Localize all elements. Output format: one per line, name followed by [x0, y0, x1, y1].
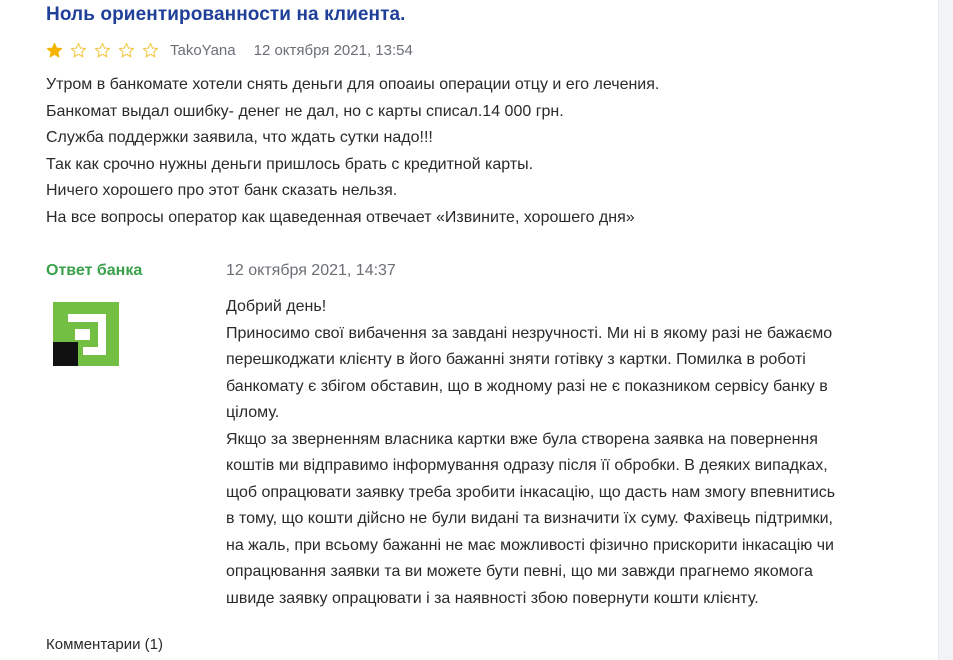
answer-line: банкомату є збігом обставин, що в жодному разі не є показником сервісу банку в: [226, 377, 828, 395]
bank-answer-label: Ответ банка: [46, 262, 143, 279]
review-line: Так как срочно нужны деньги пришлось брать с кредитной карты.: [46, 155, 534, 173]
review-line: На все вопросы оператор как щаведенная отвечает «Извините, хорошего дня»: [46, 208, 635, 226]
review-meta: [46, 40, 413, 60]
answer-line: перешкоджати клієнту в його бажанні зняти готівку з картки. Помилка в роботі: [226, 351, 806, 368]
star-empty-icon: [70, 42, 87, 59]
bank-logo-icon: [53, 302, 119, 366]
answer-line: на жаль, при всьому бажанні не має можливості фізично прискорити інкасацію чи: [226, 536, 834, 554]
review-author[interactable]: TakoYana: [170, 41, 236, 59]
star-empty-icon: [118, 42, 135, 59]
answer-line: коштів ми відправимо інформування одразу після її обробки. В деяких випадках,: [226, 457, 828, 474]
bank-answer-text: [226, 294, 926, 612]
star-filled-icon: [46, 42, 63, 59]
review-line: Утром в банкомате хотели снять деньги для опоаиы операции отцу и его лечения.: [46, 76, 660, 93]
star-empty-icon: [142, 42, 159, 59]
comments-link[interactable]: Комментарии (1): [46, 636, 163, 653]
answer-line: в тому, що кошти дійсно не були видані та визначити їх суму. Фахівець підтримки,: [226, 510, 833, 527]
answer-line: Приносимо свої вибачення за завдані незручності. Ми ні в якому разі не бажаємо: [226, 324, 833, 342]
review-date: 12 октября 2021, 13:54: [253, 41, 413, 59]
answer-line: Добрий день!: [226, 298, 327, 315]
answer-line: щоб опрацювати заявку треба зробити інкасацію, що дасть нам змогу впевнитись: [226, 483, 836, 501]
review-line: Банкомат выдал ошибку- денег не дал, но с карты списал.14 000 грн.: [46, 102, 564, 120]
review-line: Служба поддержки заявила, что ждать сутки надо!!!: [46, 129, 433, 146]
answer-line: Якщо за зверненням власника картки вже була створена заявка на повернення: [226, 430, 818, 448]
bank-answer-date: 12 октября 2021, 14:37: [226, 262, 396, 279]
review-line: Ничего хорошего про этот банк сказать нельзя.: [46, 182, 398, 199]
star-empty-icon: [94, 42, 111, 59]
answer-line: опрацювання заявки та ви можете бути певні, що ми завжди прагнемо якомога: [226, 563, 813, 580]
rating-stars: [46, 42, 166, 59]
answer-line: швиде заявку опрацювати і за наявності збою повернути кошти клієнту.: [226, 589, 759, 607]
review-text: [46, 72, 926, 231]
answer-line: цілому.: [226, 404, 280, 421]
review-title[interactable]: Ноль ориентированности на клиента.: [46, 4, 406, 25]
